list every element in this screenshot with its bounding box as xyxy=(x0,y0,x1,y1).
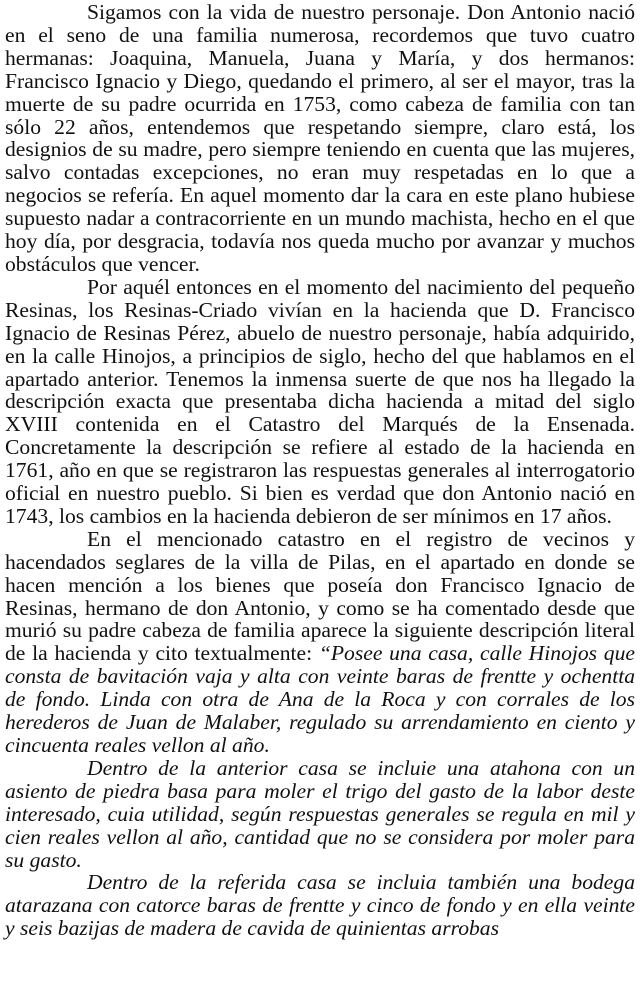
paragraph-atahona xyxy=(5,757,635,872)
paragraph-catastro xyxy=(5,528,635,757)
paragraph-hacienda xyxy=(5,276,635,528)
paragraph-atahona-quote: Dentro de la anterior casa se incluie una atahona con un asiento de piedra basa para moler el trigo del gasto de la labor deste interesado, cuia utilidad, según respuestas generales se regula en mil y cien reales vellon al año, cantidad que no se considera por moler para su gasto. xyxy=(5,755,635,872)
paragraph-catastro-quote: “Posee una casa, calle Hinojos que consta de bavitación vaja y alta con veinte baras de frentte y ochentta de fondo. Linda con otra de Ana de la Roca y con corrales de los herederos de Juan de Malaber, regulado su arrendamiento en ciento y cincuenta reales vellon al año. xyxy=(5,641,635,757)
paragraph-family xyxy=(5,1,635,276)
paragraph-hacienda-text: Por aquél entonces en el momento del nacimiento del pequeño Resinas, los Resinas-Criado vivían en la hacienda que D. Francisco Ignacio de Resinas Pérez, abuelo de nuestro personaje, había adquirido, en la calle Hinojos, a principios de siglo, hecho del que hablamos en el apartado anterior. Tenemos la inmensa suerte de que nos ha llegado la descripción exacta que presentaba dicha hacienda a mitad del siglo XVIII contenida en el Catastro del Marqués de la Ensenada. Concretamente la descripción se refiere al estado de la hacienda en 1761, año en que se registraron las respuestas generales al interrogatorio oficial en nuestro pueblo. Si bien es verdad que don Antonio nació en 1743, los cambios en la hacienda debieron de ser mínimos en 17 años. xyxy=(5,274,635,528)
document-page xyxy=(5,0,635,940)
paragraph-bodega-quote: Dentro de la referida casa se incluia también una bodega atarazana con catorce baras de frentte y cinco de fondo y en ella veinte y seis bazijas de madera de cavida de quinientas arrobas xyxy=(5,870,635,941)
paragraph-family-text: Sigamos con la vida de nuestro personaje. Don Antonio nació en el seno de una familia numerosa, recordemos que tuvo cuatro hermanas: Joaquina, Manuela, Juana y María, y dos hermanos: Francisco Ignacio y Diego, quedando el primero, al ser el mayor, tras la muerte de su padre ocurrida en 1753, como cabeza de familia con tan sólo 22 años, entendemos que respetando siempre, claro está, los designios de su madre, pero siempre teniendo en cuenta que las mujeres, salvo contadas excepciones, no eran muy respetadas en lo que a negocios se refería. En aquel momento dar la cara en este plano hubiese supuesto nadar a contracorriente en un mundo machista, hecho en el que hoy día, por desgracia, todavía nos queda mucho por avanzar y muchos obstáculos que vencer. xyxy=(5,0,635,276)
paragraph-catastro-text: En el mencionado catastro en el registro de vecinos y hacendados seglares de la villa de Pilas, en el apartado en donde se hacen mención a los bienes que poseía don Francisco Ignacio de Resinas, hermano de don Antonio, y como se ha comentado desde que murió su padre cabeza de familia aparece la siguiente descripción literal de la hacienda y cito textualmente: xyxy=(5,526,635,666)
paragraph-bodega xyxy=(5,871,635,940)
